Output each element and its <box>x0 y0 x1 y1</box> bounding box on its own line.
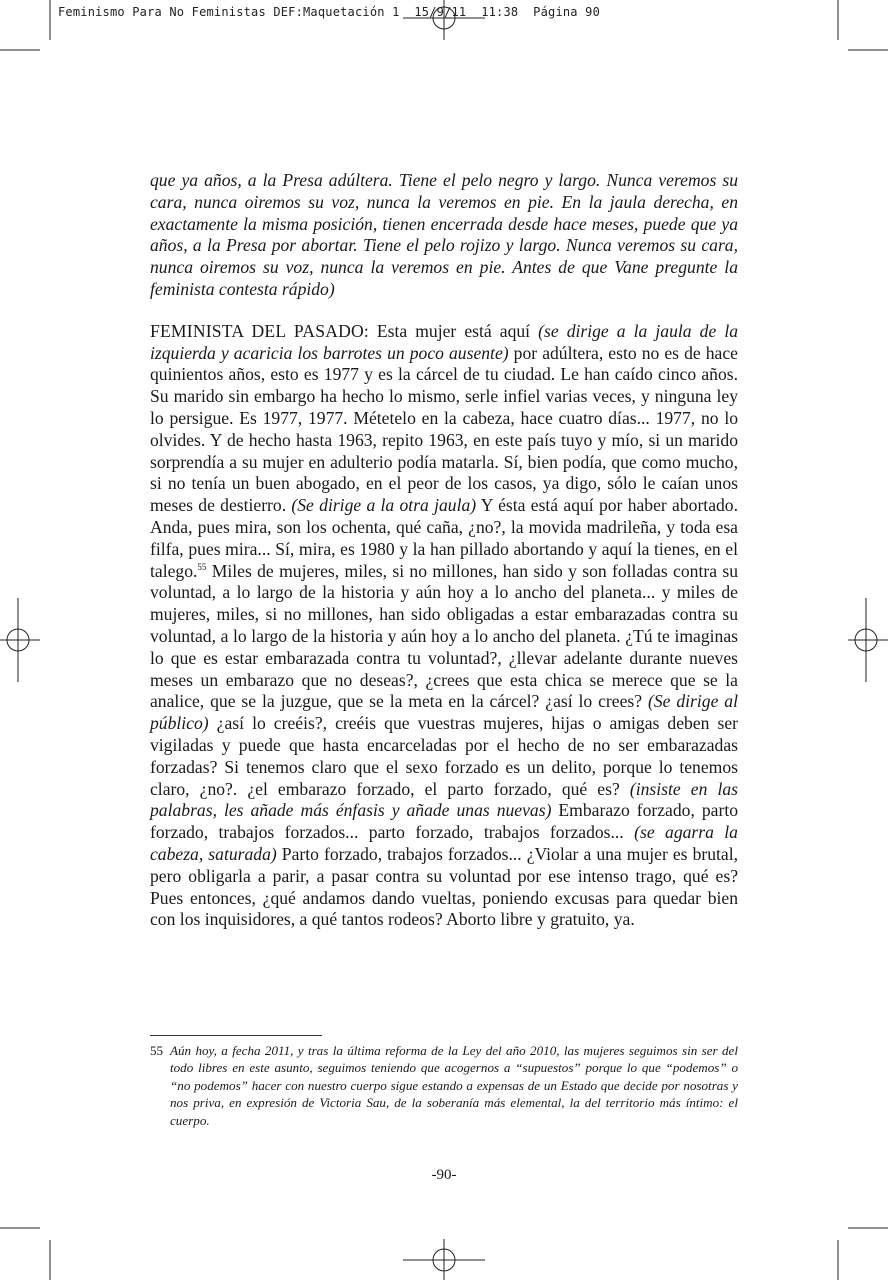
speech-text: Parto forzado, trabajos forzados... ¿Violar a una mujer es brutal, pero obligarla a parir, a pasar contra su voluntad por ese intenso trago, qué es? Pues entonces, ¿qué andamos dando vueltas, poniendo excusas para quedar bien con los inquisidores, a qué tantos rodeos? Aborto libre y gratuito, ya. <box>150 843 739 930</box>
speech-text: ¿así lo creéis?, creéis que vuestras mujeres, hijas o amigas deben ser vigiladas y puede que hasta encarceladas por el hecho de no ser embarazadas forzadas? Si tenemos claro que el sexo forzado es un delito, porque lo tenemos claro, ¿no?. ¿el embarazo forzado, el parto forzado, qué es? <box>150 713 738 799</box>
inline-stage-direction: (se agarra la cabeza, saturada) <box>150 822 738 864</box>
inline-stage-direction: (se dirige a la jaula de la izquierda y acaricia los barrotes un poco ausente) <box>150 320 739 363</box>
speech-text: por adúltera, esto no es de hace quinientos años, esto es 1977 y es la cárcel de tu ciudad. Le han caído cinco años. Su marido sin embargo ha hecho lo mismo, serle infiel varias veces, y ninguna ley lo persigue. Es 1977, 1977. Métetelo en la cabeza, hace cuatro días... 1977, no lo olvides. Y de hecho hasta 1963, repito 1963, en este país tuyo y mío, si un marido sorprendía a su mujer en adulterio podía matarla. Sí, bien podía, que como mucho, si no tenía un buen abogado, en el peor de los casos, ya digo, sólo le caían unos meses de destierro. <box>150 342 738 516</box>
footnote-number: 55 <box>150 1043 164 1058</box>
page-number: -90- <box>431 1167 457 1183</box>
inline-stage-direction: (Se dirige a la otra jaula) <box>291 495 477 516</box>
footnote-reference: 55 <box>197 561 207 572</box>
speaker-name: FEMINISTA DEL PASADO <box>150 320 364 341</box>
footnote-rule <box>150 1035 322 1036</box>
speech-paragraph <box>150 321 738 931</box>
page-body <box>150 170 738 931</box>
inline-stage-direction: (insiste en las palabras, les añade más énfasis y añade unas nuevas) <box>150 778 738 821</box>
speech-text: Miles de mujeres, miles, si no millones, han sido y son folladas contra su voluntad, a lo largo de la historia y aún hoy a lo ancho del planeta... y miles de mujeres, miles, si no millones, han sido obligadas a estar embarazadas contra su voluntad, a lo largo de la historia y aún hoy a lo ancho del planeta. ¿Tú te imaginas lo que es estar embarazada contra tu voluntad?, ¿llevar adelante durante nueves meses un embarazo que no deseas?, ¿crees que esta chica se merece que se la analice, que se la juzgue, que se la meta en la cárcel? ¿así lo crees? <box>150 560 738 712</box>
stage-direction: que ya años, a la Presa adúltera. Tiene el pelo negro y largo. Nunca veremos su cara, nunca oiremos su voz, nunca la veremos en pie. En la jaula derecha, en exactamente la misma posición, tienen encerrada desde hace meses, puede que ya años, a la Presa por abortar. Tiene el pelo rojizo y largo. Nunca veremos su cara, nunca oiremos su voz, nunca la veremos en pie. Antes de que Vane pregunte la feminista contesta rápido) <box>150 170 738 299</box>
footnote-text: Aún hoy, a fecha 2011, y tras la última reforma de la Ley del año 2010, las mujeres seguimos sin ser del todo libres en este asunto, seguimos teniendo que acogernos a “supuestos” porque lo que “podemos” o “no podemos” hacer con nuestro cuerpo sigue estando a expensas de un Estado que decide por nosotras y nos priva, en expresión de Victoria Sau, de la soberanía más elemental, la del territorio más íntimo: el cuerpo. <box>170 1043 738 1128</box>
inline-stage-direction: (Se dirige al público) <box>150 691 738 734</box>
speech-text: : Esta mujer está aquí <box>363 320 539 341</box>
speech-text: Embarazo forzado, parto forzado, trabajos forzados... parto forzado, trabajos forzados... <box>150 800 739 843</box>
printer-slug-line: Feminismo Para No Feministas DEF:Maquetación 1 15/9/11 11:38 Página 90 <box>58 5 600 19</box>
footnote <box>150 1042 738 1129</box>
speech-text: Y ésta está aquí por haber abortado. Anda, pues mira, son los ochenta, qué caña, ¿no?, la movida madrileña, y toda esa filfa, pues mira... Sí, mira, es 1980 y la han pillado abortando y aquí la tienes, en el talego. <box>150 495 738 581</box>
